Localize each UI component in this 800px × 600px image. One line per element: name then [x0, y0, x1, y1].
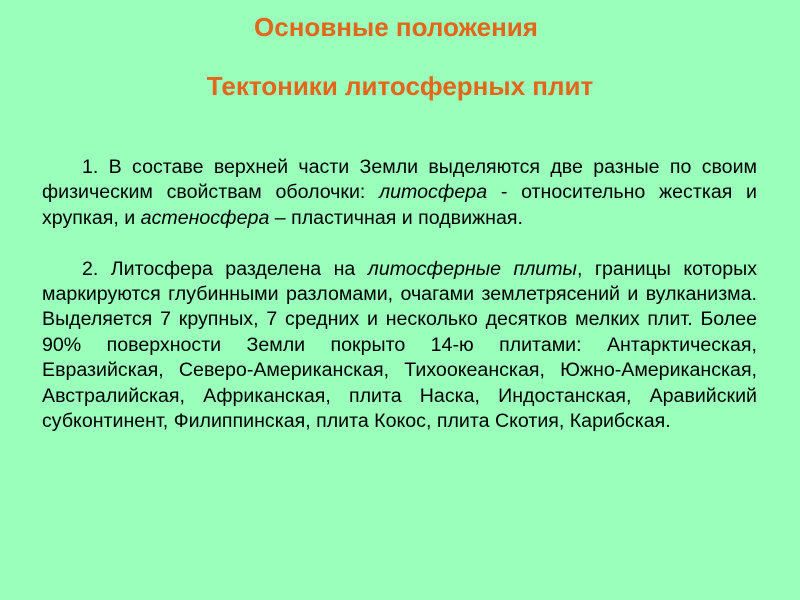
term-lithospheric-plates: литосферные плиты — [367, 257, 577, 280]
slide-title-line2: Тектоники литосферных плит — [206, 71, 594, 101]
slide-body — [42, 155, 757, 460]
paragraph-1-text-b: - относительно жесткая и хрупкая, и — [42, 181, 757, 229]
paragraph-2-text-a: 2. Литосфера разделена на — [82, 257, 368, 280]
paragraph-1-text-a: 1. В составе верхней части Земли выделяются две разные по своим физическим свойствам оболочки: — [42, 156, 757, 204]
paragraph-1 — [42, 155, 757, 231]
paragraph-2 — [42, 257, 757, 435]
slide-title-line1: Основные положения — [254, 12, 538, 42]
paragraph-2-text-b: , границы которых маркируются глубинными разломами, очагами землетрясений и вулканизма. Выделяется 7 крупных, 7 средних и несколько десятков мелких плит. Более 90% поверхности Земли покрыто 14-ю плитами: Антарктическая, Евразийская, Северо-Американская, Тихоокеанская, Южно-Американская, Австралийская, Африканская, плита Наска, Индостанская, Аравийский субконтинент, Филиппинская, плита Кокос, плита Скотия, Карибская. — [42, 257, 758, 433]
term-lithosphere: литосфера — [379, 181, 488, 204]
paragraph-1-text-c: – пластичная и подвижная. — [269, 206, 523, 229]
term-asthenosphere: астеносфера — [140, 206, 270, 229]
